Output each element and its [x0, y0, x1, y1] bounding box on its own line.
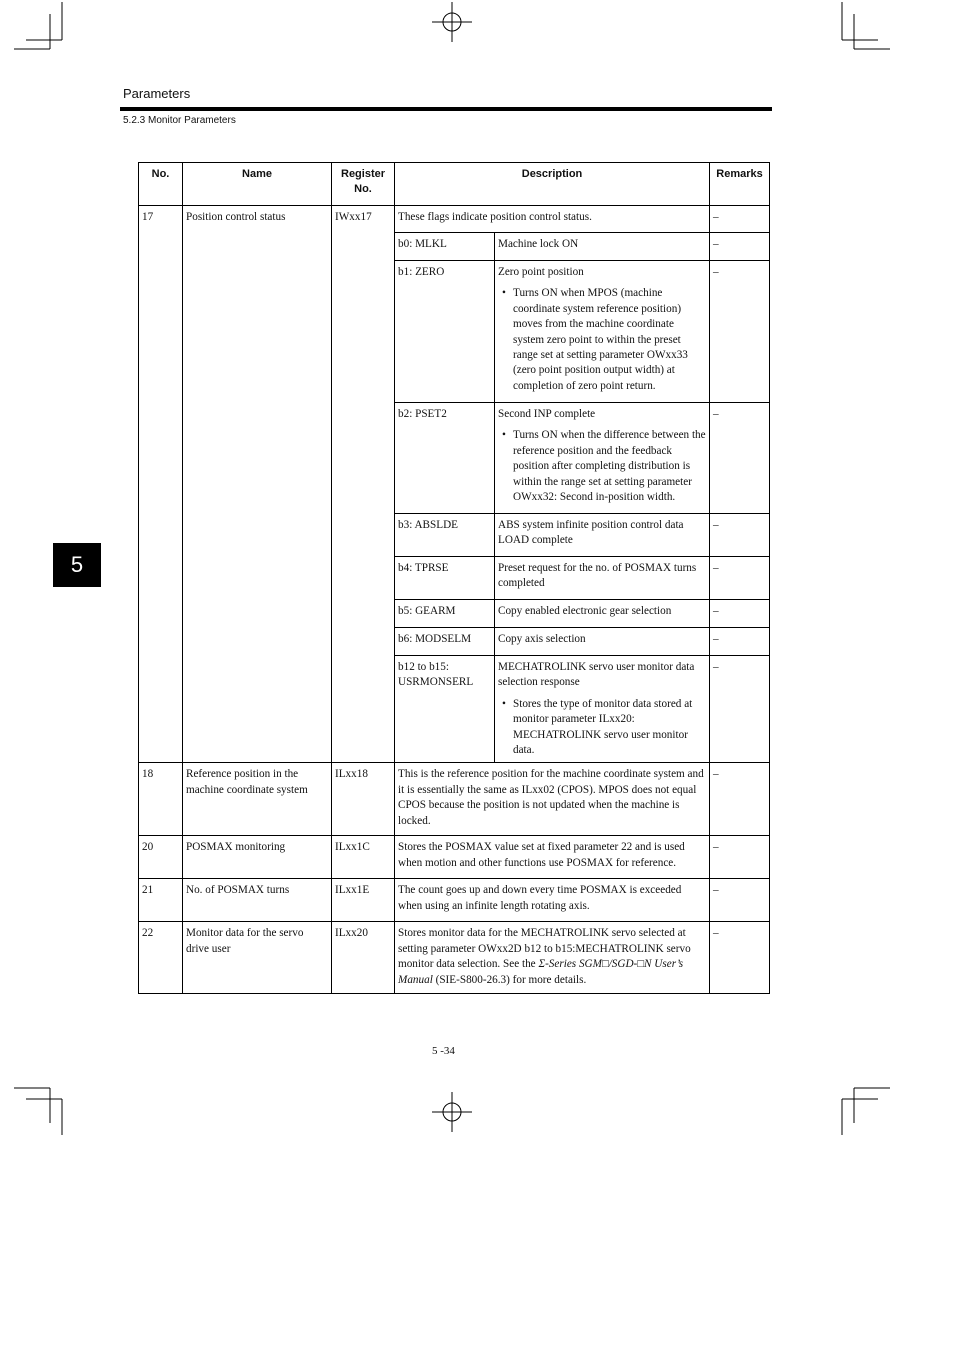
row17-no: 17 [139, 206, 183, 763]
bit-remarks: – [710, 403, 770, 514]
row21-remarks: – [710, 879, 770, 922]
bit-remarks: – [710, 656, 770, 763]
row18-register: ILxx18 [332, 763, 395, 836]
bit-description-title: Zero point position [498, 266, 584, 278]
bit-description: ABS system infinite position control data LOAD complete [495, 514, 710, 557]
row20-description: Stores the POSMAX value set at fixed parameter 22 and is used when motion and other functions use POSMAX for reference. [395, 836, 710, 879]
row18-name: Reference position in the machine coordinate system [183, 763, 332, 836]
bit-description: Copy axis selection [495, 628, 710, 656]
row20-name: POSMAX monitoring [183, 836, 332, 879]
col-header-remarks: Remarks [710, 163, 770, 206]
header-rule [120, 107, 772, 111]
bit-remarks: – [710, 233, 770, 261]
bit-label: b6: MODSELM [395, 628, 495, 656]
section-breadcrumb: 5.2.3 Monitor Parameters [123, 115, 236, 126]
bit-remarks: – [710, 557, 770, 600]
row21-no: 21 [139, 879, 183, 922]
row20-remarks: – [710, 836, 770, 879]
row18-description: This is the reference position for the machine coordinate system and it is essentially the same as ILxx02 (CPOS). MPOS does not equal CPOS because the position is not updated when the machine is locked. [395, 763, 710, 836]
row17-description: These flags indicate position control status. [395, 206, 710, 233]
register-header-label: Register No. [341, 168, 386, 195]
row20-no: 20 [139, 836, 183, 879]
bit-description [495, 403, 710, 514]
manual-title: Σ-Series SGM□/SGD-□N User’s Manual [398, 958, 684, 986]
row18-remarks: – [710, 763, 770, 836]
bit-remarks: – [710, 261, 770, 403]
row17-register: IWxx17 [332, 206, 395, 763]
table-row [139, 879, 770, 922]
row17-name: Position control status [183, 206, 332, 763]
col-header-description: Description [395, 163, 710, 206]
bit-description-title: MECHATROLINK servo user monitor data selection response [498, 661, 695, 689]
bit-label: b0: MLKL [395, 233, 495, 261]
bit-description: Preset request for the no. of POSMAX turns completed [495, 557, 710, 600]
table-header-row [139, 163, 770, 206]
col-header-name: Name [183, 163, 332, 206]
col-header-no: No. [139, 163, 183, 206]
bit-description-title: Second INP complete [498, 408, 596, 420]
col-header-register [332, 163, 395, 206]
bit-remarks: – [710, 628, 770, 656]
bit-description-bullet: • Turns ON when MPOS (machine coordinate system reference position) moves from the machine coordinate system zero point to within the preset range set at setting parameter OWxx33 (zero point position output width) at completion of zero point return. [498, 286, 706, 394]
chapter-tab: 5 [53, 543, 101, 587]
bit-description-bullet: • Stores the type of monitor data stored at monitor parameter ILxx20: MECHATROLINK servo user monitor data. [498, 697, 706, 759]
bit-label: b12 to b15: USRMONSERL [395, 656, 495, 763]
table-row [139, 836, 770, 879]
bit-label: b5: GEARM [395, 600, 495, 628]
bit-label: b4: TPRSE [395, 557, 495, 600]
monitor-parameters-table [138, 162, 770, 994]
row22-description [395, 922, 710, 994]
bit-remarks: – [710, 514, 770, 557]
bit-description-bullet: • Turns ON when the difference between the reference position and the feedback position after completing distribution is within the range set at setting parameter OWxx32: Second in-position width. [498, 428, 706, 505]
page-number: 5 -34 [432, 1045, 455, 1057]
row21-name: No. of POSMAX turns [183, 879, 332, 922]
bit-description [495, 656, 710, 763]
bit-label: b1: ZERO [395, 261, 495, 403]
row18-no: 18 [139, 763, 183, 836]
bit-label: b3: ABSLDE [395, 514, 495, 557]
row22-desc-pre: Stores monitor data for the MECHATROLINK servo selected at setting parameter OWxx2D b12 to b15:MECHATROLINK servo monitor data selection. See the [398, 927, 691, 971]
table-row [139, 763, 770, 836]
table-row [139, 922, 770, 994]
row17-remarks: – [710, 206, 770, 233]
bit-description: Machine lock ON [495, 233, 710, 261]
table-row [139, 206, 770, 233]
bit-remarks: – [710, 600, 770, 628]
row21-register: ILxx1E [332, 879, 395, 922]
bit-label: b2: PSET2 [395, 403, 495, 514]
bit-description [495, 261, 710, 403]
row22-no: 22 [139, 922, 183, 994]
page-header-title: Parameters [123, 86, 191, 101]
row22-name: Monitor data for the servo drive user [183, 922, 332, 994]
row21-description: The count goes up and down every time POSMAX is exceeded when using an infinite length rotating axis. [395, 879, 710, 922]
row20-register: ILxx1C [332, 836, 395, 879]
row22-register: ILxx20 [332, 922, 395, 994]
row22-desc-post: (SIE-S800-26.3) for more details. [432, 973, 587, 986]
bit-description: Copy enabled electronic gear selection [495, 600, 710, 628]
row22-remarks: – [710, 922, 770, 994]
